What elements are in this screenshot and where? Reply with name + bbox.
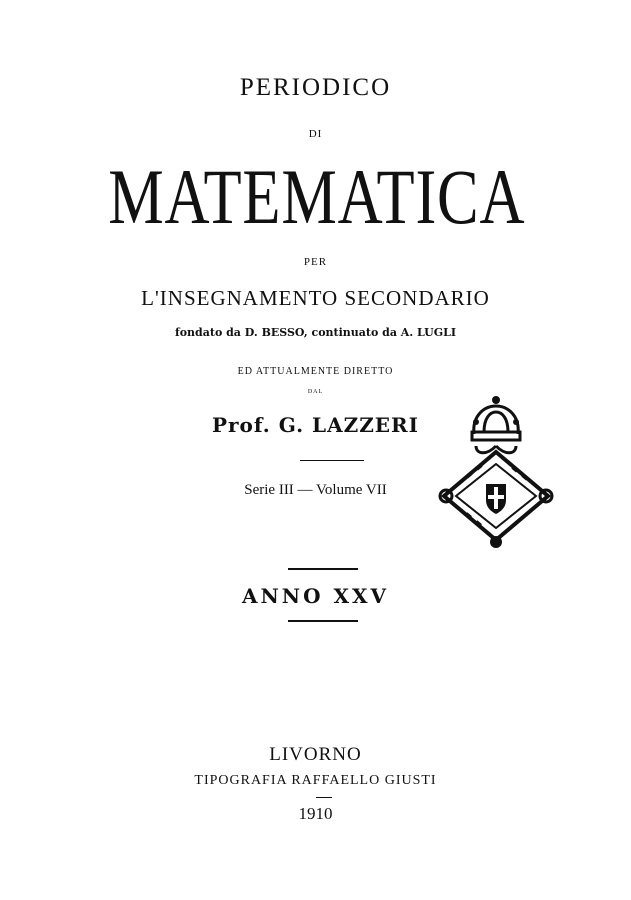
divider-rule-bottom xyxy=(288,620,358,622)
journal-subtitle: L'INSEGNAMENTO SECONDARIO xyxy=(141,286,490,310)
directed-line: ED ATTUALMENTE DIRETTO xyxy=(237,366,394,377)
imprint-printer: TIPOGRAFIA RAFFAELLO GIUSTI xyxy=(194,773,437,788)
journal-title-line3: PER xyxy=(303,256,328,268)
founded-by-line: fondato da D. BESSO, continuato da A. LUGLI xyxy=(174,326,456,339)
series-volume: Serie III — Volume VII xyxy=(244,482,387,498)
imprint-city: LIVORNO xyxy=(269,744,362,765)
editor-name: Prof. G. LAZZERI xyxy=(211,413,420,437)
journal-main-title: MATEMATICA xyxy=(108,153,526,240)
imprint-divider xyxy=(316,797,332,798)
imprint-year: 1910 xyxy=(298,804,333,823)
year-label: ANNO XXV xyxy=(241,584,390,608)
journal-title-line1: PERIODICO xyxy=(239,74,392,101)
crowned-shield-library-stamp-icon xyxy=(436,392,556,550)
divider-rule xyxy=(300,460,364,461)
journal-title-line2: DI xyxy=(308,128,323,140)
divider-rule-top xyxy=(288,568,358,570)
by-line: DAL xyxy=(307,389,324,395)
